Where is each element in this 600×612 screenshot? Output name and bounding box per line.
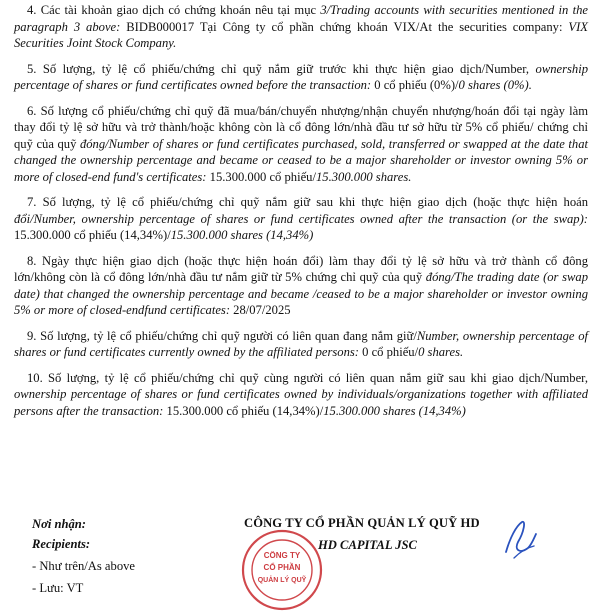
paragraph-value: 15.300.000 cổ phiếu (14,34%)/ (163, 403, 324, 418)
paragraph-text: Ngày thực hiện giao dịch (hoặc thực hiện hoán đổi) làm thay đổi tỷ lệ sở hữu và trở thành cổ đông lớn/không còn là cổ đông lớn/nhà đầu tư nắm giữ từ 5% chứng chỉ quỹ của quỹ (14, 253, 588, 284)
paragraph-number: 10. (27, 370, 43, 385)
paragraph-value-italic: 0 shares. (418, 345, 464, 359)
recipient-item: - Như trên/As above (32, 559, 136, 573)
paragraph-text: Số lượng, tỷ lệ cổ phiếu/chứng chỉ quỹ cùng người có liên quan nắm giữ sau khi giao dịch/Number, (48, 370, 588, 385)
paragraph-value: BIDB000017 Tại Công ty cổ phần chứng khoán VIX/At the securities company: (120, 19, 569, 34)
company-name-vi: CÔNG TY CỔ PHẦN QUẢN LÝ QUỸ HD (244, 516, 480, 530)
paragraph-number: 9. (27, 328, 37, 343)
paragraph-value: 15.300.000 cổ phiếu (14,34%)/ (14, 228, 171, 242)
company-name-en: HD CAPITAL JSC (318, 538, 417, 552)
paragraph-text-italic: ownership percentage of shares or fund certificates owned by individuals/organizations together with affiliated persons after the transaction: (14, 387, 588, 418)
paragraph-text-italic: đóng/The trading date (or swap date) that changed the ownership percentage and became /ceased to be a major shareholder or investor owning 5% or more of closed-endfund certificates: (14, 270, 588, 317)
paragraph-10 (14, 370, 588, 420)
paragraph-value-italic: 15.300.000 shares. (315, 169, 412, 184)
paragraph-value-italic: 0 shares (0%). (458, 78, 532, 92)
paragraph-value-italic: 15.300.000 shares (14,34%) (323, 403, 466, 418)
paragraph-text-italic: đóng/Number of shares or fund certificates purchased, sold, transferred or swapped at the date that changed the ownership percentage and became or ceased to be a major shareholder or investor owning 5% or more of closed-end fund's certificates: (14, 136, 588, 184)
paragraph-text: Các tài khoản giao dịch có chứng khoán nêu tại mục (40, 3, 321, 17)
paragraph-6 (14, 103, 588, 186)
recipient-item: - Lưu: VT (32, 581, 84, 595)
paragraph-text: Số lượng, tỷ lệ cổ phiếu/chứng chỉ quỹ nắm giữ sau khi thực hiện giao dịch (hoặc thực hiện hoán (42, 195, 588, 209)
paragraph-text: Số lượng cổ phiếu/chứng chỉ quỹ đã mua/bán/chuyển nhượng/nhận chuyển nhượng/hoán đổi tại ngày làm thay đổi tỷ lệ sở hữu và trở thành/hoặc không còn là cổ đông lớn/nhà đầu tư sở hữu từ 5% cổ phiếu/ chứng chỉ quỹ của quỹ (14, 103, 588, 151)
recipients-label-vi: Nơi nhận: (32, 517, 87, 531)
paragraph-value-italic: VIX Securities Joint Stock Company. (14, 19, 588, 50)
paragraph-number: 5. (27, 61, 37, 76)
paragraph-value: 0 cổ phiếu (0%)/ (371, 78, 459, 92)
svg-text:CỔ PHẦN: CỔ PHẦN (263, 563, 301, 572)
paragraph-5 (14, 61, 588, 94)
paragraph-number: 8. (27, 253, 37, 268)
paragraph-value: 0 cổ phiếu/ (359, 345, 419, 359)
paragraph-number: 4. (27, 3, 37, 17)
paragraph-7 (14, 194, 588, 244)
document-footer (0, 516, 600, 600)
recipients-label-en: Recipients: (32, 537, 91, 551)
recipients-block (32, 516, 135, 596)
paragraph-number: 7. (27, 195, 37, 209)
paragraph-value-italic: 15.300.000 shares (14,34%) (170, 228, 314, 242)
paragraph-text-italic: ownership percentage of shares or fund certificates owned before the transaction: (14, 61, 588, 92)
paragraph-value: 15.300.000 cổ phiếu/ (206, 169, 316, 184)
paragraph-8 (14, 253, 588, 319)
paragraph-4 (14, 2, 588, 52)
paragraph-text-italic: 3/Trading accounts with securities mentioned in the paragraph 3 above: (14, 3, 588, 34)
paragraph-number: 6. (27, 103, 37, 118)
paragraph-text: Số lượng, tỷ lệ cổ phiếu/chứng chỉ quỹ người có liên quan đang nắm giữ/ (40, 328, 417, 343)
company-seal-stamp (240, 528, 324, 612)
paragraph-text-italic: Number, ownership percentage of shares or fund certificates currently owned by the affiliated persons: (14, 328, 588, 359)
svg-text:QUẢN LÝ QUỸ: QUẢN LÝ QUỸ (257, 577, 307, 584)
paragraph-text: Số lượng, tỷ lệ cổ phiếu/chứng chỉ quỹ nắm giữ trước khi thực hiện giao dịch/Number, (42, 61, 536, 76)
paragraph-value: 28/07/2025 (230, 303, 291, 317)
document-body (14, 2, 588, 428)
paragraph-text-italic: đổi/Number, ownership percentage of shares or fund certificates owned after the transaction (or the swap): (14, 211, 588, 226)
paragraph-9 (14, 328, 588, 361)
svg-text:CÔNG TY: CÔNG TY (263, 551, 301, 560)
signature-mark (500, 518, 540, 562)
